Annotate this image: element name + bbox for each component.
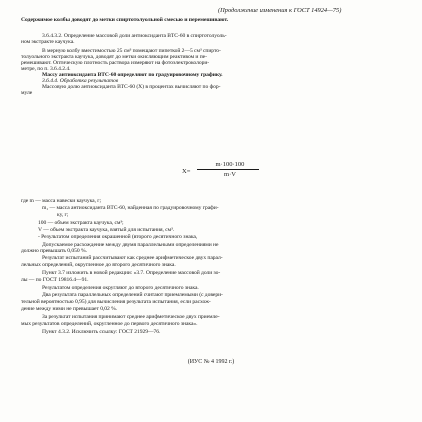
text-line: Массовую долю антиоксиданта ВТС-60 (X) в процентах вычисляют по фор- — [42, 84, 221, 90]
issue-reference: (ИУС № 4 1992 г.) — [187, 359, 235, 365]
text-line: где m — масса навески каучука, г; — [21, 198, 102, 204]
formula-numerator: m·100·100 — [215, 161, 245, 168]
text-line: лельных определений, округленное до второго десятичного знака. — [21, 262, 176, 268]
text-line: ремешивают. Оптическую плотность раствора измеряют на фотоэлектроколори- — [21, 60, 210, 66]
text-line: толуольного экстракта каучука, доводят до метки окисляющим реактивом и пе- — [21, 54, 207, 60]
text-line: тельной вероятностью 0,95) для вычисления результата испытания, если расхож- — [21, 299, 211, 305]
fraction-bar — [197, 169, 259, 170]
formula-lhs: X= — [182, 168, 191, 175]
formula — [182, 160, 264, 182]
text-line: ку, г; — [57, 212, 69, 218]
text-line: Результатом определения округляют до второго десятичного знака. — [42, 285, 199, 291]
text-line: Два результата параллельных определений считают приемлемыми (с довери- — [42, 292, 223, 298]
text-line: муле — [21, 90, 33, 96]
text-line: Массу антиоксиданта ВТС-60 определяют по градуировочному графику. — [42, 72, 223, 78]
text-line: - Результатом определения окрашенной (второго десятичного знака, — [38, 234, 198, 240]
text-line: Содержимое колбы доводят до метки спиртотолуольной смесью и перемешивают. — [21, 17, 229, 23]
text-line: 3.6.4.4. Обработка результатов — [42, 78, 119, 84]
text-line: должно превышать 0,050 %. — [21, 248, 87, 254]
text-line: метре, по п. 3.6.4.2.4. — [21, 66, 71, 72]
text-line: ном экстракте каучука. — [21, 39, 75, 45]
text-line: дение между ними не превышает 0,02 %. — [21, 306, 118, 312]
text-line: 3.6.4.3.2. Определение массовой доли антиоксиданта ВТС-60 в спиртотолуоль- — [42, 33, 227, 39]
text-line: V — объем экстракта каучука, взятый для испытания, см³. — [38, 227, 175, 233]
text-line: мых результатов определений, округленное до первого десятичного знака». — [21, 321, 198, 327]
text-line: Пункт 3.7 изложить в новой редакции: «3.7. Определение массовой доли зо- — [42, 270, 221, 276]
text-line: лы — по ГОСТ 19816.4—91. — [21, 277, 89, 283]
formula-denominator: m·V — [224, 171, 236, 178]
text-line: Допускаемое расхождение между двумя параллельными определениями не — [42, 242, 219, 248]
text-line: В мерную колбу вместимостью 25 см³ помещают пипеткой 2—5 см³ спирто- — [42, 48, 221, 54]
text-line: m₁ — масса антиоксиданта ВТС-60, найденная по градуировочному графи- — [42, 205, 219, 211]
page-header: (Продолжение изменения к ГОСТ 14924—75) — [218, 7, 342, 14]
text-line: 100 — объем экстракта каучука, см³; — [38, 220, 124, 226]
text-line: Результат испытаний рассчитывают как среднее арифметическое двух парал- — [42, 255, 223, 261]
text-line: За результат испытания принимают среднее арифметическое двух приемле- — [42, 314, 220, 320]
text-line: Пункт 4.3.2. Исключить ссылку: ГОСТ 21929—76. — [42, 329, 161, 335]
